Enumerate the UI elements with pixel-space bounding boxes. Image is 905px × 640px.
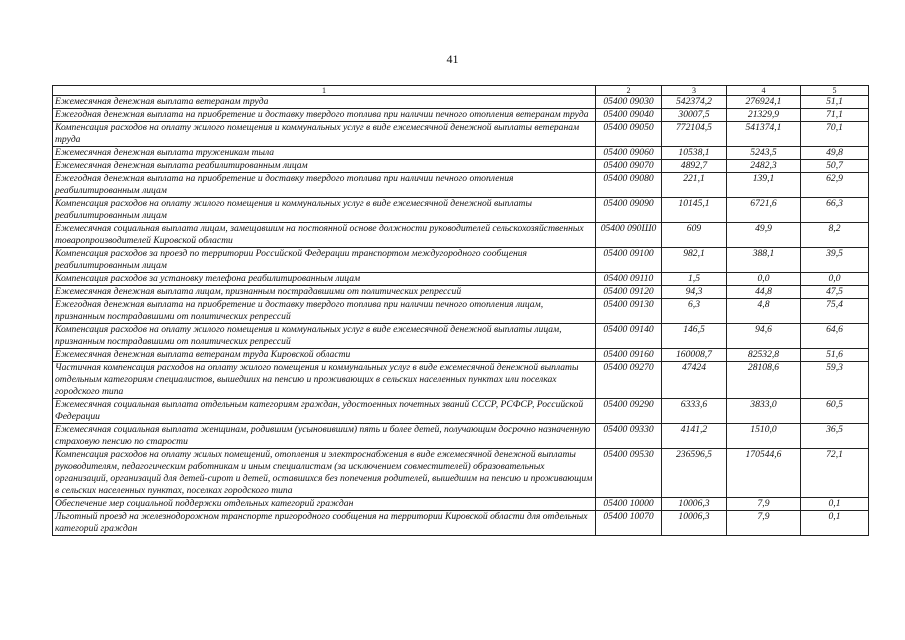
- row-name: Ежемесячная денежная выплата реабилитированным лицам: [53, 160, 596, 173]
- row-code: 05400 09530: [596, 449, 662, 498]
- table-row: [53, 109, 869, 122]
- table-row: [53, 122, 869, 147]
- table-row: [53, 299, 869, 324]
- row-value-4: 276924,1: [727, 96, 801, 109]
- row-value-3: 146,5: [662, 324, 727, 349]
- row-value-5: 8,2: [801, 223, 869, 248]
- table-row: [53, 223, 869, 248]
- row-value-5: 59,3: [801, 362, 869, 399]
- table-row: [53, 248, 869, 273]
- row-value-4: 7,9: [727, 511, 801, 536]
- row-code: 05400 09100: [596, 248, 662, 273]
- table-row: [53, 362, 869, 399]
- table-row: [53, 273, 869, 286]
- row-code: 05400 09070: [596, 160, 662, 173]
- row-name: Компенсация расходов на оплату жилого помещения и коммунальных услуг в виде ежемесячной денежной выплаты ветеранам труда: [53, 122, 596, 147]
- header-col-5: 5: [801, 86, 869, 96]
- row-name: Ежемесячная социальная выплата женщинам, родившим (усыновившим) пять и более детей, получающим досрочно назначенную страховую пенсию по старости: [53, 424, 596, 449]
- row-value-4: 139,1: [727, 173, 801, 198]
- row-value-3: 47424: [662, 362, 727, 399]
- row-code: 05400 09050: [596, 122, 662, 147]
- page-number: 41: [446, 52, 459, 66]
- row-name: Компенсация расходов на оплату жилых помещений, отопления и электроснабжения в виде ежемесячной денежной выплаты руководителям, педагогическим работникам и иным специалистам (за исключением совместителей) образовательных организаций, организаций для детей-сирот и детей, оставшихся без попечения родителей, вышедшим на пенсию и проживающим в сельских населенных пунктах, поселках городского типа: [53, 449, 596, 498]
- row-value-4: 28108,6: [727, 362, 801, 399]
- row-name: Ежемесячная денежная выплата лицам, признанным пострадавшими от политических репрессий: [53, 286, 596, 299]
- row-value-4: 7,9: [727, 498, 801, 511]
- row-name: Ежегодная денежная выплата на приобретение и доставку твердого топлива при наличии печного отопления лицам, признанным пострадавшими от политических репрессий: [53, 299, 596, 324]
- table-row: [53, 160, 869, 173]
- row-value-3: 6,3: [662, 299, 727, 324]
- row-value-3: 4892,7: [662, 160, 727, 173]
- table-row: [53, 198, 869, 223]
- row-value-3: 609: [662, 223, 727, 248]
- header-col-4: 4: [727, 86, 801, 96]
- row-code: 05400 09110: [596, 273, 662, 286]
- row-value-5: 39,5: [801, 248, 869, 273]
- row-value-4: 6721,6: [727, 198, 801, 223]
- row-value-3: 10538,1: [662, 147, 727, 160]
- row-code: 05400 09040: [596, 109, 662, 122]
- table-row: [53, 324, 869, 349]
- row-value-3: 236596,5: [662, 449, 727, 498]
- budget-table: [52, 85, 869, 536]
- row-code: 05400 090Ш0: [596, 223, 662, 248]
- row-value-3: 221,1: [662, 173, 727, 198]
- table-row: [53, 511, 869, 536]
- row-value-4: 44,8: [727, 286, 801, 299]
- table-row: [53, 399, 869, 424]
- row-value-3: 6333,6: [662, 399, 727, 424]
- table-header-row: [53, 86, 869, 96]
- row-value-5: 49,8: [801, 147, 869, 160]
- row-name: Ежемесячная денежная выплата ветеранам труда: [53, 96, 596, 109]
- row-name: Ежемесячная денежная выплата труженикам тыла: [53, 147, 596, 160]
- row-code: 05400 09080: [596, 173, 662, 198]
- row-code: 05400 09030: [596, 96, 662, 109]
- row-name: Обеспечение мер социальной поддержки отдельных категорий граждан: [53, 498, 596, 511]
- row-value-5: 36,5: [801, 424, 869, 449]
- row-name: Ежемесячная социальная выплата отдельным категориям граждан, удостоенных почетных званий СССР, РСФСР, Российской Федерации: [53, 399, 596, 424]
- row-value-4: 541374,1: [727, 122, 801, 147]
- row-value-3: 160008,7: [662, 349, 727, 362]
- table-row: [53, 96, 869, 109]
- row-value-3: 1,5: [662, 273, 727, 286]
- row-value-5: 66,3: [801, 198, 869, 223]
- row-value-5: 62,9: [801, 173, 869, 198]
- row-name: Компенсация расходов за установку телефона реабилитированным лицам: [53, 273, 596, 286]
- row-name: Ежемесячная социальная выплата лицам, замещавшим на постоянной основе должности руководителей сельскохозяйственных товаропроизводителей Кировской области: [53, 223, 596, 248]
- row-value-4: 94,6: [727, 324, 801, 349]
- table-row: [53, 498, 869, 511]
- row-value-4: 3833,0: [727, 399, 801, 424]
- row-value-5: 64,6: [801, 324, 869, 349]
- row-value-5: 51,6: [801, 349, 869, 362]
- row-value-5: 0,0: [801, 273, 869, 286]
- row-code: 05400 09140: [596, 324, 662, 349]
- row-value-4: 82532,8: [727, 349, 801, 362]
- row-value-5: 0,1: [801, 511, 869, 536]
- table-row: [53, 173, 869, 198]
- row-code: 05400 09090: [596, 198, 662, 223]
- row-value-4: 388,1: [727, 248, 801, 273]
- row-value-5: 72,1: [801, 449, 869, 498]
- row-value-3: 772104,5: [662, 122, 727, 147]
- header-col-2: 2: [596, 86, 662, 96]
- header-col-3: 3: [662, 86, 727, 96]
- row-value-3: 542374,2: [662, 96, 727, 109]
- table-row: [53, 286, 869, 299]
- row-value-4: 170544,6: [727, 449, 801, 498]
- row-name: Компенсация расходов на оплату жилого помещения и коммунальных услуг в виде ежемесячной денежной выплаты реабилитированным лицам: [53, 198, 596, 223]
- row-value-4: 49,9: [727, 223, 801, 248]
- row-value-3: 10145,1: [662, 198, 727, 223]
- row-value-5: 51,1: [801, 96, 869, 109]
- row-name: Компенсация расходов за проезд по территории Российской Федерации транспортом междугородного сообщения реабилитированным лицам: [53, 248, 596, 273]
- row-code: 05400 09270: [596, 362, 662, 399]
- table-row: [53, 424, 869, 449]
- row-name: Льготный проезд на железнодорожном транспорте пригородного сообщения на территории Кировской области для отдельных категорий граждан: [53, 511, 596, 536]
- row-value-4: 1510,0: [727, 424, 801, 449]
- row-value-5: 60,5: [801, 399, 869, 424]
- row-value-5: 0,1: [801, 498, 869, 511]
- row-value-5: 50,7: [801, 160, 869, 173]
- row-value-3: 94,3: [662, 286, 727, 299]
- row-code: 05400 09290: [596, 399, 662, 424]
- row-value-3: 10006,3: [662, 511, 727, 536]
- row-name: Частичная компенсация расходов на оплату жилого помещения и коммунальных услуг в виде ежемесячной денежной выплаты отдельным категориям специалистов, вышедших на пенсию и проживающих в сельских населенных пунктах или поселках городского типа: [53, 362, 596, 399]
- row-code: 05400 10070: [596, 511, 662, 536]
- row-code: 05400 10000: [596, 498, 662, 511]
- row-value-3: 30007,5: [662, 109, 727, 122]
- row-value-4: 0,0: [727, 273, 801, 286]
- row-value-4: 4,8: [727, 299, 801, 324]
- row-value-5: 70,1: [801, 122, 869, 147]
- row-name: Ежегодная денежная выплата на приобретение и доставку твердого топлива при наличии печного отопления ветеранам труда: [53, 109, 596, 122]
- row-value-5: 47,5: [801, 286, 869, 299]
- row-code: 05400 09130: [596, 299, 662, 324]
- header-col-1: 1: [53, 86, 596, 96]
- row-value-4: 5243,5: [727, 147, 801, 160]
- row-name: Компенсация расходов на оплату жилого помещения и коммунальных услуг в виде ежемесячной денежной выплаты лицам, признанным пострадавшими от политических репрессий: [53, 324, 596, 349]
- row-code: 05400 09330: [596, 424, 662, 449]
- row-value-3: 982,1: [662, 248, 727, 273]
- table-row: [53, 349, 869, 362]
- table-row: [53, 449, 869, 498]
- row-value-3: 4141,2: [662, 424, 727, 449]
- row-code: 05400 09120: [596, 286, 662, 299]
- table-row: [53, 147, 869, 160]
- row-value-4: 2482,3: [727, 160, 801, 173]
- row-name: Ежемесячная денежная выплата ветеранам труда Кировской области: [53, 349, 596, 362]
- row-code: 05400 09160: [596, 349, 662, 362]
- row-code: 05400 09060: [596, 147, 662, 160]
- row-value-5: 71,1: [801, 109, 869, 122]
- row-name: Ежегодная денежная выплата на приобретение и доставку твердого топлива при наличии печного отопления реабилитированным лицам: [53, 173, 596, 198]
- row-value-3: 10006,3: [662, 498, 727, 511]
- row-value-4: 21329,9: [727, 109, 801, 122]
- row-value-5: 75,4: [801, 299, 869, 324]
